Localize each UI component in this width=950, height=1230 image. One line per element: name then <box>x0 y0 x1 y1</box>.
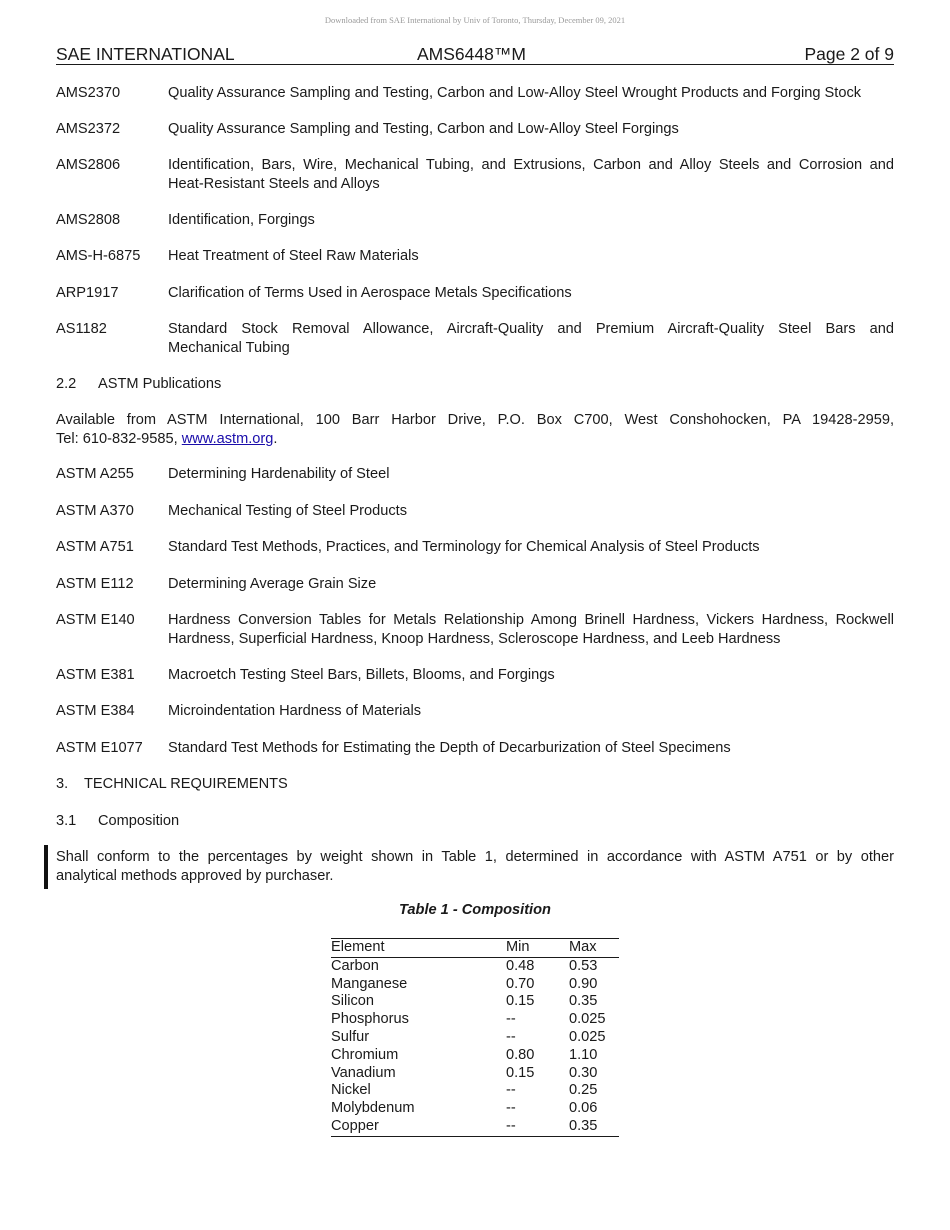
page-header <box>56 44 894 65</box>
reference-code: ASTM A751 <box>56 539 134 555</box>
reference-title: Quality Assurance Sampling and Testing, Carbon and Low-Alloy Steel Forgings <box>168 121 679 137</box>
table-row <box>331 1082 619 1100</box>
reference-title-line2: Heat-Resistant Steels and Alloys <box>168 175 380 192</box>
reference-title: Determining Hardenability of Steel <box>168 466 390 482</box>
min-cell: 0.80 <box>506 1046 535 1063</box>
composition-paragraph <box>56 848 894 885</box>
reference-code: ASTM E1077 <box>56 740 143 756</box>
reference-title: Quality Assurance Sampling and Testing, Carbon and Low-Alloy Steel Wrought Products and Forging Stock <box>168 85 862 101</box>
reference-code: AMS2372 <box>56 121 121 137</box>
header-doc-number: AMS6448™M <box>417 44 526 64</box>
element-cell: Sulfur <box>331 1028 370 1045</box>
table-header-row <box>331 939 619 958</box>
element-cell: Silicon <box>331 993 374 1010</box>
element-cell: Phosphorus <box>331 1011 409 1028</box>
reference-code: ASTM A370 <box>56 503 134 519</box>
composition-table <box>331 938 619 1137</box>
min-cell: -- <box>506 1100 516 1117</box>
reference-title-line2: Hardness, Superficial Hardness, Knoop Hardness, Scleroscope Hardness, and Leeb Hardness <box>168 630 781 647</box>
reference-code: AMS2806 <box>56 157 121 173</box>
table-row <box>331 1100 619 1118</box>
section-number: 3. <box>56 776 69 792</box>
table-row <box>331 1047 619 1065</box>
section-number: 2.2 <box>56 376 77 392</box>
table-row <box>331 993 619 1011</box>
reference-code: ASTM E381 <box>56 667 135 683</box>
reference-title: Standard Test Methods for Estimating the Depth of Decarburization of Steel Specimens <box>168 740 731 756</box>
max-cell: 0.025 <box>569 1028 606 1045</box>
max-cell: 0.90 <box>569 975 598 992</box>
reference-title: Mechanical Testing of Steel Products <box>168 503 408 519</box>
min-cell: -- <box>506 1028 516 1045</box>
reference-title: Determining Average Grain Size <box>168 576 377 592</box>
reference-title-line1: Hardness Conversion Tables for Metals Relationship Among Brinell Hardness, Vickers Hardness, Rockwell <box>168 612 894 628</box>
reference-code: AMS2370 <box>56 85 121 101</box>
section-title: TECHNICAL REQUIREMENTS <box>84 776 288 792</box>
section-heading-2-2 <box>56 375 894 394</box>
availability-phone: Tel: 610-832-9585, <box>56 430 182 447</box>
column-header-max: Max <box>569 939 597 955</box>
table-row <box>331 1029 619 1047</box>
min-cell: -- <box>506 1117 516 1134</box>
reference-title: Heat Treatment of Steel Raw Materials <box>168 248 419 264</box>
section-number: 3.1 <box>56 813 77 829</box>
section-title: ASTM Publications <box>98 376 222 392</box>
reference-code: ASTM A255 <box>56 466 134 482</box>
reference-title-line2: Mechanical Tubing <box>168 339 290 356</box>
reference-code: AMS2808 <box>56 212 121 228</box>
reference-title-line1: Standard Stock Removal Allowance, Aircraft-Quality and Premium Aircraft-Quality Steel Bars and <box>168 321 894 337</box>
element-cell: Vanadium <box>331 1064 396 1081</box>
reference-code: ASTM E384 <box>56 703 135 719</box>
max-cell: 0.06 <box>569 1100 598 1117</box>
section-title: Composition <box>98 813 180 829</box>
section-heading-3-1 <box>56 812 894 831</box>
element-cell: Nickel <box>331 1082 371 1099</box>
reference-title: Macroetch Testing Steel Bars, Billets, Blooms, and Forgings <box>168 667 555 683</box>
download-watermark: Downloaded from SAE International by Univ of Toronto, Thursday, December 09, 2021 <box>324 15 626 25</box>
reference-title: Clarification of Terms Used in Aerospace Metals Specifications <box>168 285 572 301</box>
reference-title: Microindentation Hardness of Materials <box>168 703 422 719</box>
element-cell: Manganese <box>331 975 408 992</box>
revision-change-bar <box>44 845 48 889</box>
composition-line1: Shall conform to the percentages by weight shown in Table 1, determined in accordance with ASTM A751 or by other <box>56 849 894 865</box>
min-cell: 0.70 <box>506 975 535 992</box>
reference-title: Identification, Forgings <box>168 212 315 228</box>
reference-title: Standard Test Methods, Practices, and Terminology for Chemical Analysis of Steel Products <box>168 539 760 555</box>
astm-availability-paragraph <box>56 411 894 448</box>
section-heading-3 <box>56 775 894 794</box>
element-cell: Molybdenum <box>331 1100 415 1117</box>
reference-code: ARP1917 <box>56 285 119 301</box>
header-org: SAE INTERNATIONAL <box>56 44 235 64</box>
table-row <box>331 957 619 975</box>
table-row <box>331 976 619 994</box>
min-cell: 0.15 <box>506 993 535 1010</box>
table-row <box>331 1011 619 1029</box>
max-cell: 0.35 <box>569 993 598 1010</box>
max-cell: 0.25 <box>569 1082 598 1099</box>
min-cell: 0.15 <box>506 1064 535 1081</box>
max-cell: 0.30 <box>569 1064 598 1081</box>
element-cell: Chromium <box>331 1046 399 1063</box>
max-cell: 0.53 <box>569 957 598 974</box>
availability-suffix: . <box>273 430 278 447</box>
min-cell: 0.48 <box>506 957 535 974</box>
table-row <box>331 1118 619 1136</box>
column-header-min: Min <box>506 939 530 955</box>
composition-line2: analytical methods approved by purchaser. <box>56 867 334 884</box>
column-header-element: Element <box>331 939 385 955</box>
header-page-number: Page 2 of 9 <box>804 44 894 64</box>
min-cell: -- <box>506 1011 516 1028</box>
element-cell: Carbon <box>331 957 379 974</box>
reference-code: AMS-H-6875 <box>56 248 141 264</box>
element-cell: Copper <box>331 1117 379 1134</box>
reference-title-line1: Identification, Bars, Wire, Mechanical Tubing, and Extrusions, Carbon and Alloy Steels and Corrosion and <box>168 157 894 173</box>
table-row <box>331 1065 619 1083</box>
reference-code: ASTM E112 <box>56 576 134 592</box>
table-caption: Table 1 - Composition <box>399 902 551 918</box>
max-cell: 1.10 <box>569 1046 598 1063</box>
reference-code: ASTM E140 <box>56 612 135 628</box>
max-cell: 0.35 <box>569 1117 598 1134</box>
reference-code: AS1182 <box>56 321 107 337</box>
min-cell: -- <box>506 1082 516 1099</box>
max-cell: 0.025 <box>569 1011 606 1028</box>
astm-website-link[interactable]: www.astm.org <box>181 430 274 447</box>
availability-line1: Available from ASTM International, 100 Barr Harbor Drive, P.O. Box C700, West Conshohocken, PA 19428-2959, <box>56 412 894 428</box>
